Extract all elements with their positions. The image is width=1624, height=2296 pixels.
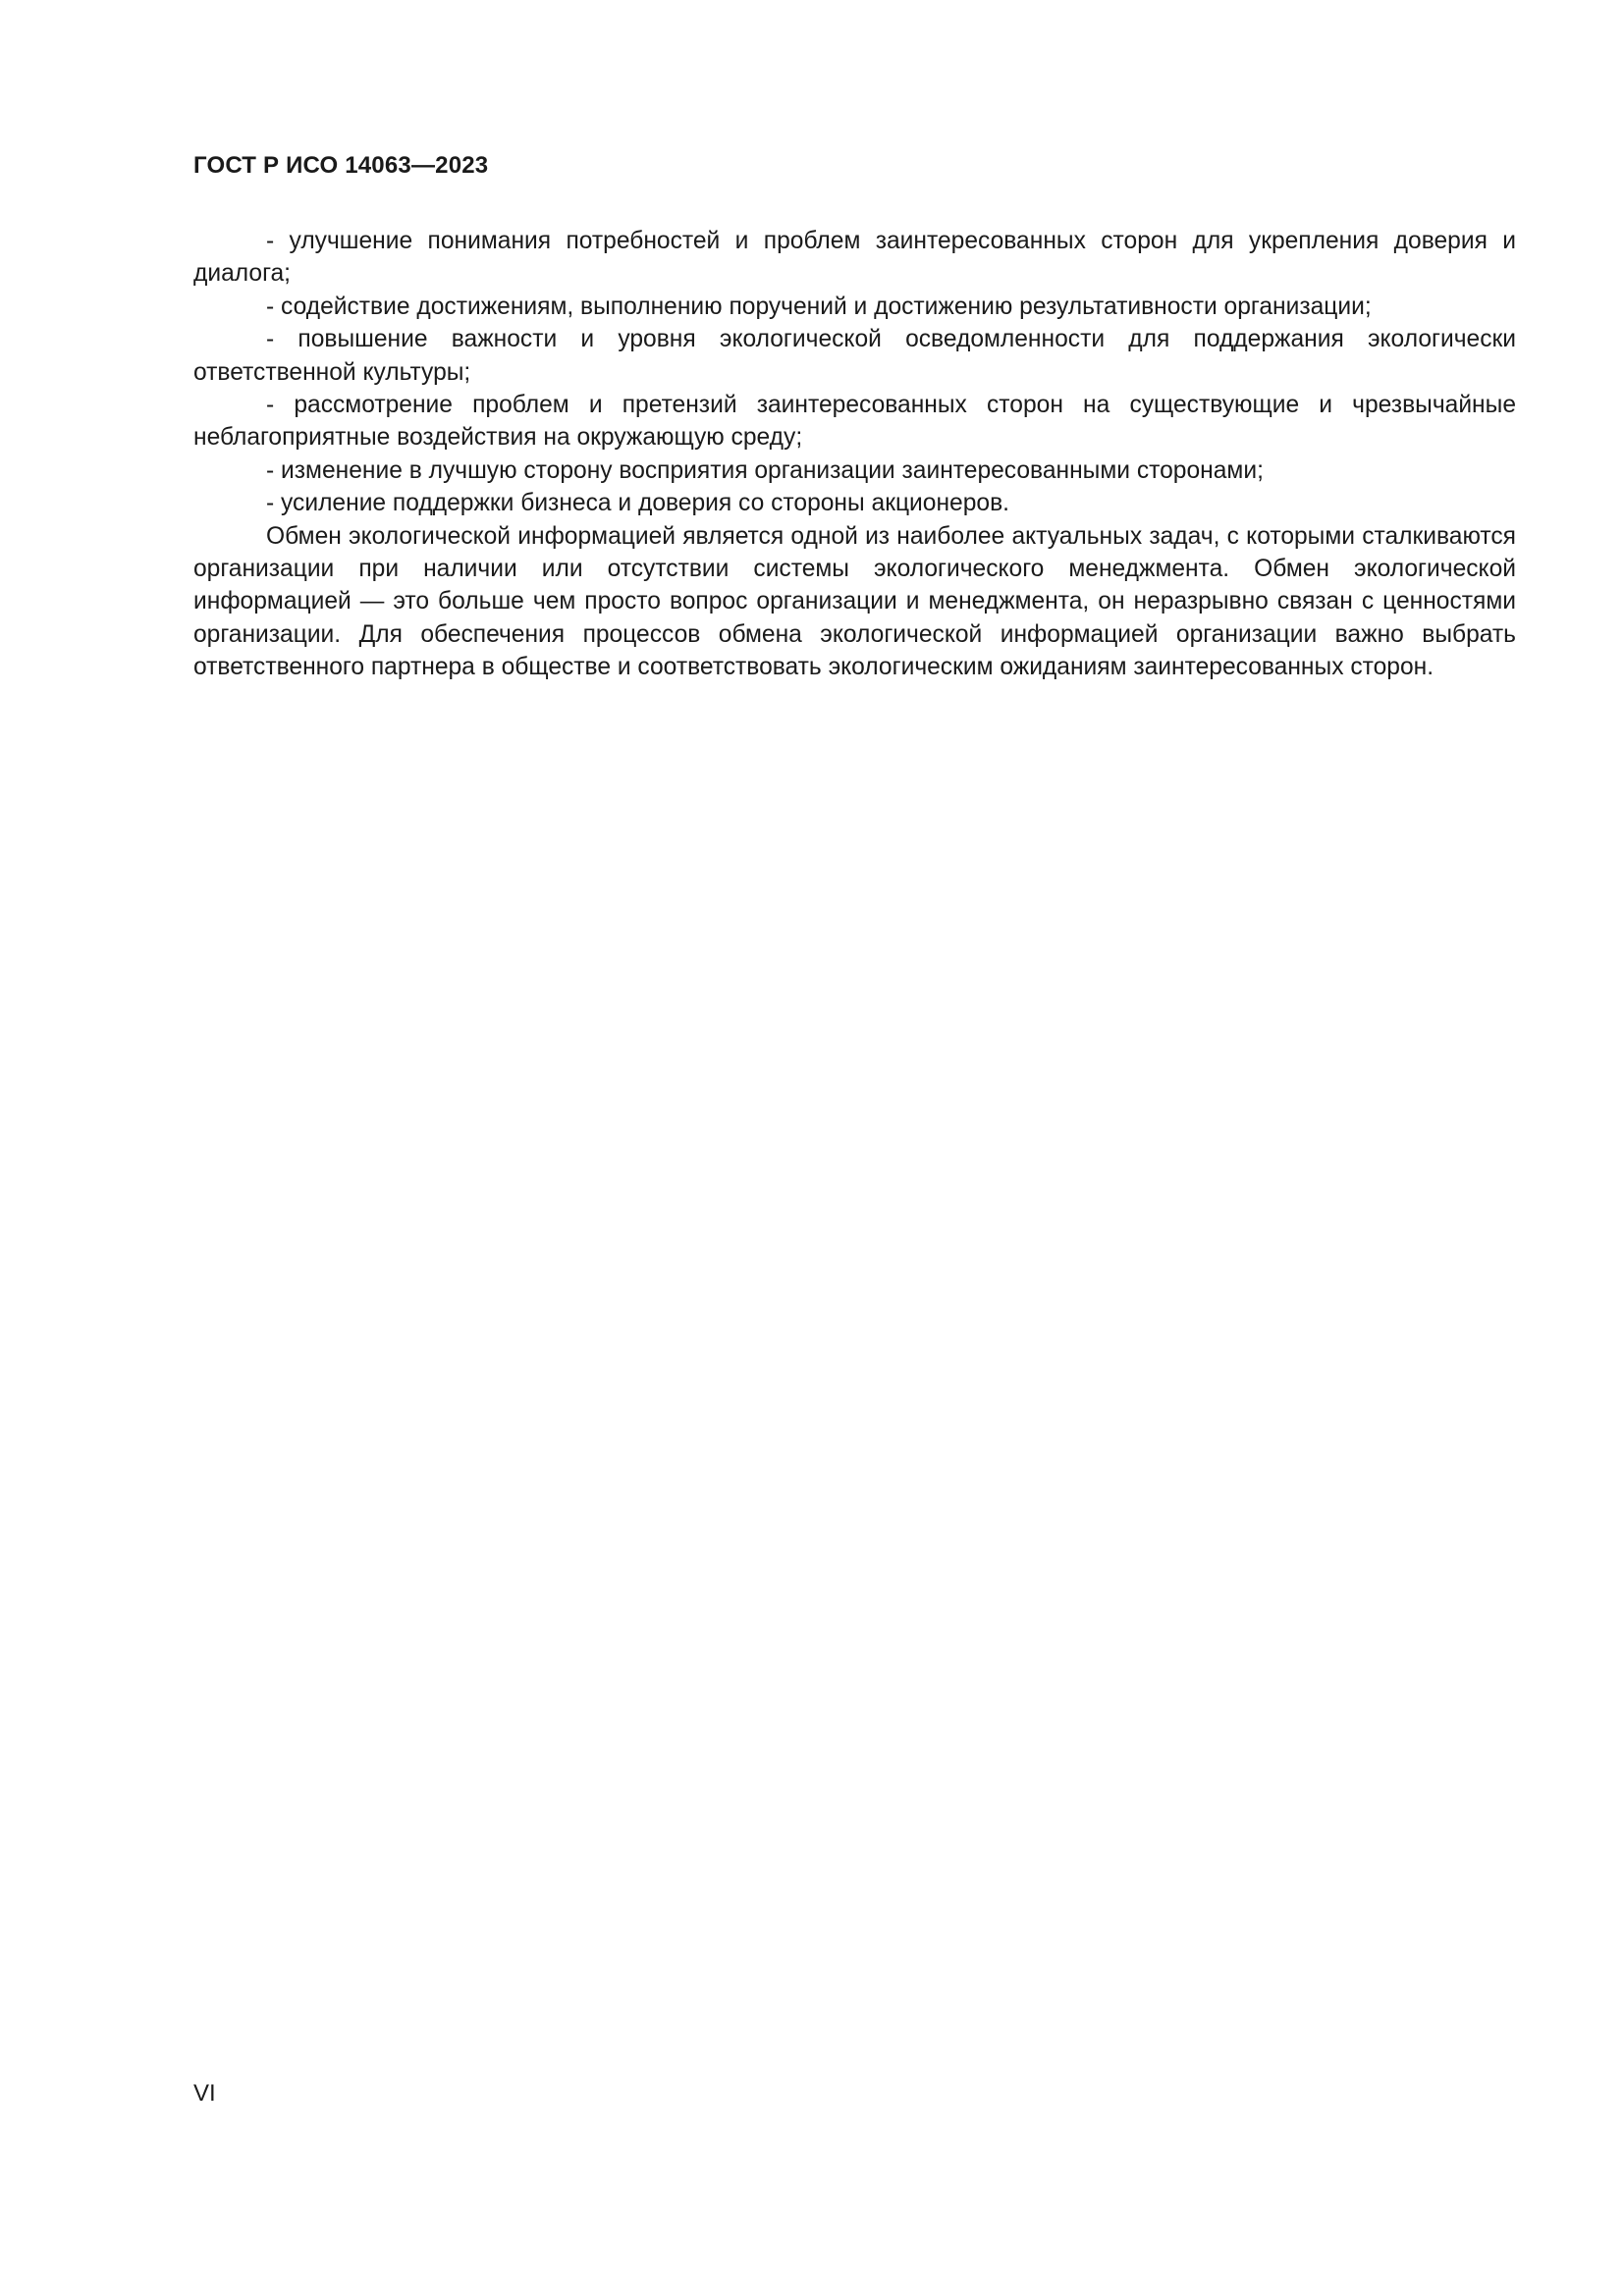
bullet-item: - изменение в лучшую сторону восприятия организации заинтересованными сторонами; bbox=[266, 456, 1264, 484]
body-paragraph: Обмен экологической информацией является одной из наиболее актуальных задач, с которыми сталкиваются организации при наличии или отсутствии системы экологического менеджмента. Обмен экологической информацией — это больше чем просто вопрос организации и менеджмента, он неразрывно связан с ценностями организации. Для обеспечения процессов обмена экологической информацией организации важно выбрать ответственного партнера в обществе и соответствовать экологическим ожиданиям заинтересованных сторон. bbox=[193, 522, 1516, 681]
bullet-item: - усиление поддержки бизнеса и доверия со стороны акционеров. bbox=[266, 490, 1009, 517]
page-number: VI bbox=[193, 2080, 216, 2107]
document-body bbox=[193, 225, 1516, 684]
bullet-item: - повышение важности и уровня экологической осведомленности для поддержания экологически ответственной культуры; bbox=[193, 326, 1516, 386]
bullet-item: - содействие достижениям, выполнению поручений и достижению результативности организации; bbox=[266, 293, 1372, 320]
document-header-standard-id: ГОСТ Р ИСО 14063—2023 bbox=[193, 152, 489, 179]
bullet-item: - рассмотрение проблем и претензий заинтересованных сторон на существующие и чрезвычайные неблагоприятные воздействия на окружающую среду; bbox=[193, 392, 1516, 452]
bullet-item: - улучшение понимания потребностей и проблем заинтересованных сторон для укрепления доверия и диалога; bbox=[193, 228, 1516, 288]
